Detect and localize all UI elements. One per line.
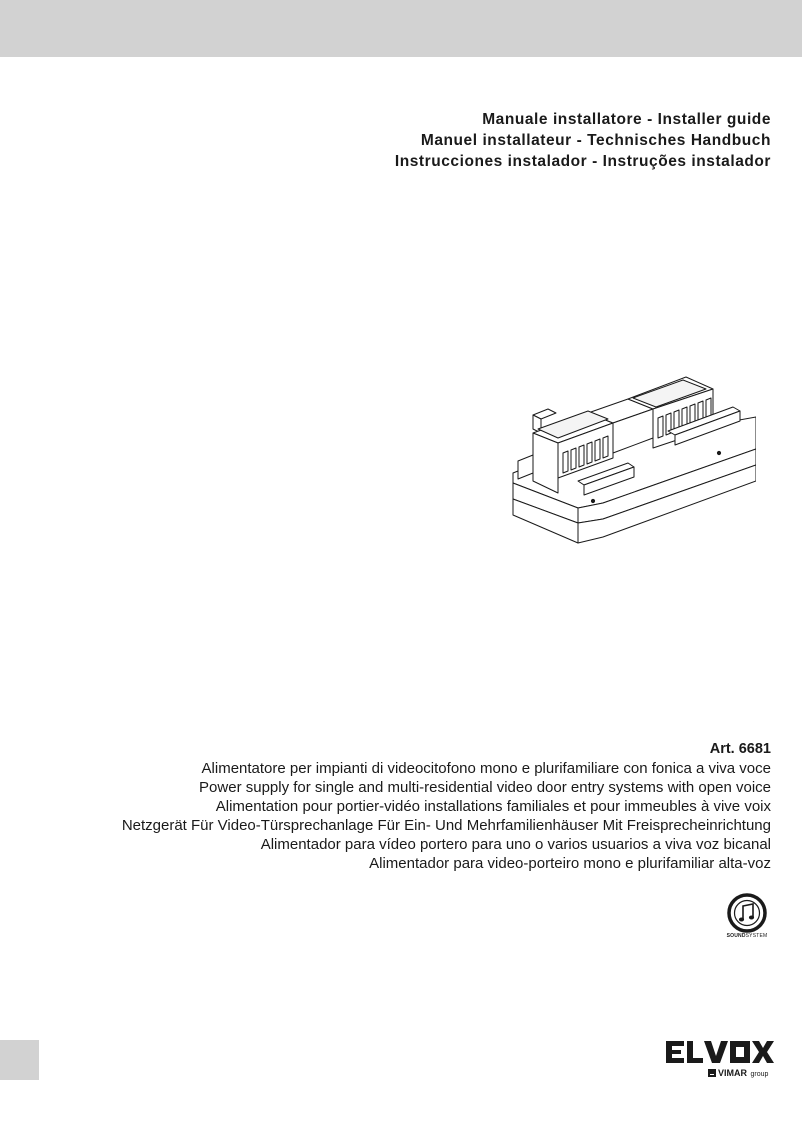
product-descriptions — [122, 740, 771, 873]
sound-system-icon — [727, 893, 767, 933]
description-english: Power supply for single and multi-residential video door entry systems with open voice — [199, 779, 771, 796]
elvox-brand-logo — [666, 1039, 774, 1079]
title-line-2: Manuel installateur - Technisches Handbuch — [420, 132, 771, 149]
vimar-icon — [708, 1069, 716, 1077]
description-portuguese: Alimentador para video-porteiro mono e plurifamiliar alta-voz — [369, 855, 771, 872]
sound-system-logo — [722, 893, 772, 945]
guide-titles — [395, 109, 771, 172]
sound-system-label: SOUNDSYSTEM — [726, 933, 768, 939]
description-italian: Alimentatore per impianti di videocitofono mono e plurifamiliare con fonica a viva voce — [201, 760, 771, 777]
bottom-left-gray-tab — [0, 1040, 39, 1080]
description-spanish: Alimentador para vídeo portero para uno o varios usuarios a viva voz bicanal — [260, 836, 771, 853]
elvox-wordmark — [666, 1039, 774, 1065]
power-supply-device-illustration — [508, 343, 756, 553]
top-gray-band — [0, 0, 802, 57]
article-number: Art. 6681 — [709, 741, 771, 757]
vimar-label: VIMAR — [718, 1068, 747, 1078]
description-german: Netzgerät Für Video-Türsprechanlage Für Ein- Und Mehrfamilienhäuser Mit Freisprecheinrichtung — [121, 817, 771, 834]
description-french: Alimentation pour portier-vidéo installations familiales et pour immeubles à vive voix — [215, 798, 771, 815]
vimar-group-mark — [708, 1068, 768, 1080]
group-label: group — [750, 1071, 769, 1078]
title-line-1: Manuale installatore - Installer guide — [482, 111, 771, 128]
title-line-3: Instrucciones instalador - Instruções instalador — [394, 153, 771, 170]
